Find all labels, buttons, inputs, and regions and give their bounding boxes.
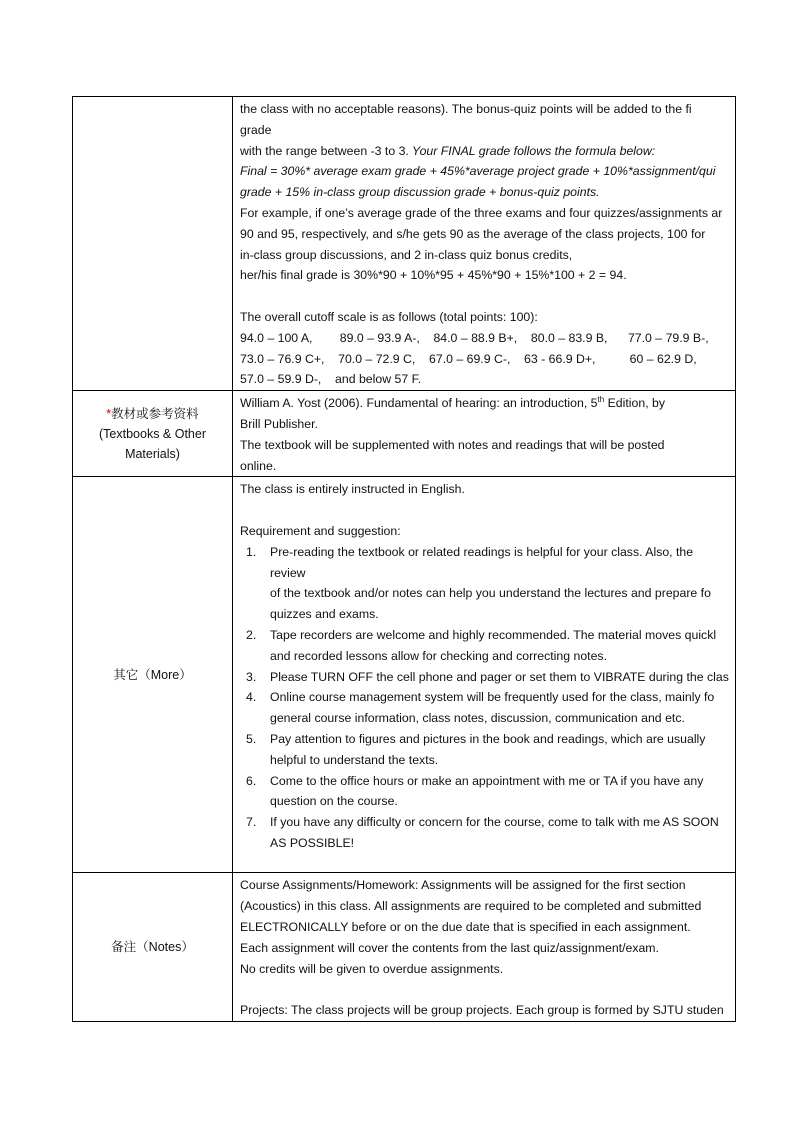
- textbooks-label-cell: [73, 391, 233, 477]
- example-line: For example, if one’s average grade of the three exams and four quizzes/assignments ar: [240, 205, 723, 220]
- required-star: *: [106, 406, 112, 421]
- formula-intro: Your FINAL grade follows the formula below:: [408, 143, 656, 158]
- cutoff-line: 73.0 – 76.9 C+, 70.0 – 72.9 C, 67.0 – 69.9 C-, 63 - 66.9 D+, 60 – 62.9 D,: [240, 351, 697, 366]
- cutoff-line: 57.0 – 59.9 D-, and below 57 F.: [240, 372, 422, 387]
- notes-label-cell: 备注（Notes）: [73, 873, 233, 1022]
- textbooks-label-en: Materials): [125, 446, 180, 461]
- notes-line: Course Assignments/Homework: Assignments will be assigned for the first section: [240, 878, 686, 893]
- list-item: 1. Pre-reading the textbook or related readings is helpful for your class. Also, the review of the textbook and/or notes can help you understand the lectures and prepare fo quizzes and exams.: [246, 544, 711, 622]
- grading-line: the class with no acceptable reasons). The bonus-quiz points will be added to the fi: [240, 102, 692, 116]
- textbooks-label-cn: *教材或参考资料: [106, 406, 199, 421]
- grading-label-cell: [73, 97, 233, 391]
- requirement-title: Requirement and suggestion:: [240, 523, 401, 538]
- textbook-line: William A. Yost (2006). Fundamental of hearing: an introduction, 5th Edition, by: [240, 395, 666, 411]
- list-item: 5. Pay attention to figures and pictures in the book and readings, which are usually helpful to understand the texts.: [246, 731, 706, 767]
- list-item: 7. If you have any difficulty or concern for the course, come to talk with me AS SOON AS POSSIBLE!: [246, 815, 719, 850]
- cutoff-intro: The overall cutoff scale is as follows (total points: 100):: [240, 309, 538, 324]
- spacer: [240, 286, 734, 307]
- more-content-cell: [233, 477, 736, 873]
- projects-line: Projects: The class projects will be group projects. Each group is formed by SJTU studen: [240, 1003, 724, 1018]
- notes-line: ELECTRONICALLY before or on the due date that is specified in each assignment.: [240, 919, 691, 934]
- formula-line: Final = 30%* average exam grade + 45%*average project grade + 10%*assignment/qui: [240, 164, 716, 179]
- notes-line: No credits will be given to overdue assignments.: [240, 961, 504, 976]
- grading-row: [73, 97, 736, 391]
- grading-content-cell: [233, 97, 736, 391]
- textbook-line: Brill Publisher.: [240, 416, 318, 431]
- grading-line: grade: [240, 122, 272, 137]
- textbooks-content-cell: [233, 391, 736, 477]
- list-item: 4. Online course management system will be frequently used for the class, mainly fo general course information, class notes, discussion, communication and etc.: [246, 690, 715, 726]
- textbooks-row: [73, 391, 736, 477]
- syllabus-table: [72, 96, 736, 1022]
- grading-line: with the range between -3 to 3. Your FINAL grade follows the formula below:: [240, 143, 656, 158]
- more-row: [73, 477, 736, 873]
- more-label-cell: 其它（More）: [73, 477, 233, 873]
- list-item: 6. Come to the office hours or make an appointment with me or TA if you have any question on the course.: [246, 773, 704, 809]
- spacer: [240, 979, 734, 1000]
- notes-line: Each assignment will cover the contents from the last quiz/assignment/exam.: [240, 940, 659, 955]
- formula-line: grade + 15% in-class group discussion grade + bonus-quiz points.: [240, 185, 600, 200]
- textbook-line: The textbook will be supplemented with notes and readings that will be posted: [240, 437, 665, 452]
- textbooks-label-en: (Textbooks & Other: [99, 426, 206, 441]
- cutoff-line: 94.0 – 100 A, 89.0 – 93.9 A-, 84.0 – 88.9 B+, 80.0 – 83.9 B, 77.0 – 79.9 B-,: [240, 330, 709, 345]
- example-line: her/his final grade is 30%*90 + 10%*95 + 45%*90 + 15%*100 + 2 = 94.: [240, 268, 627, 283]
- requirement-list: [240, 542, 734, 854]
- notes-line: (Acoustics) in this class. All assignments are required to be completed and submitted: [240, 899, 702, 914]
- example-line: 90 and 95, respectively, and s/he gets 90 as the average of the class projects, 100 for: [240, 226, 706, 241]
- example-line: in-class group discussions, and 2 in-class quiz bonus credits,: [240, 247, 573, 262]
- spacer: [240, 500, 734, 521]
- notes-row: [73, 873, 736, 1022]
- list-item: 3. Please TURN OFF the cell phone and pager or set them to VIBRATE during the clas: [246, 669, 729, 684]
- textbook-line: online.: [240, 458, 277, 473]
- more-intro: The class is entirely instructed in English.: [240, 482, 465, 497]
- notes-content-cell: [233, 873, 736, 1022]
- list-item: 2. Tape recorders are welcome and highly recommended. The material moves quickl and recorded lessons allow for checking and correcting notes.: [246, 627, 717, 663]
